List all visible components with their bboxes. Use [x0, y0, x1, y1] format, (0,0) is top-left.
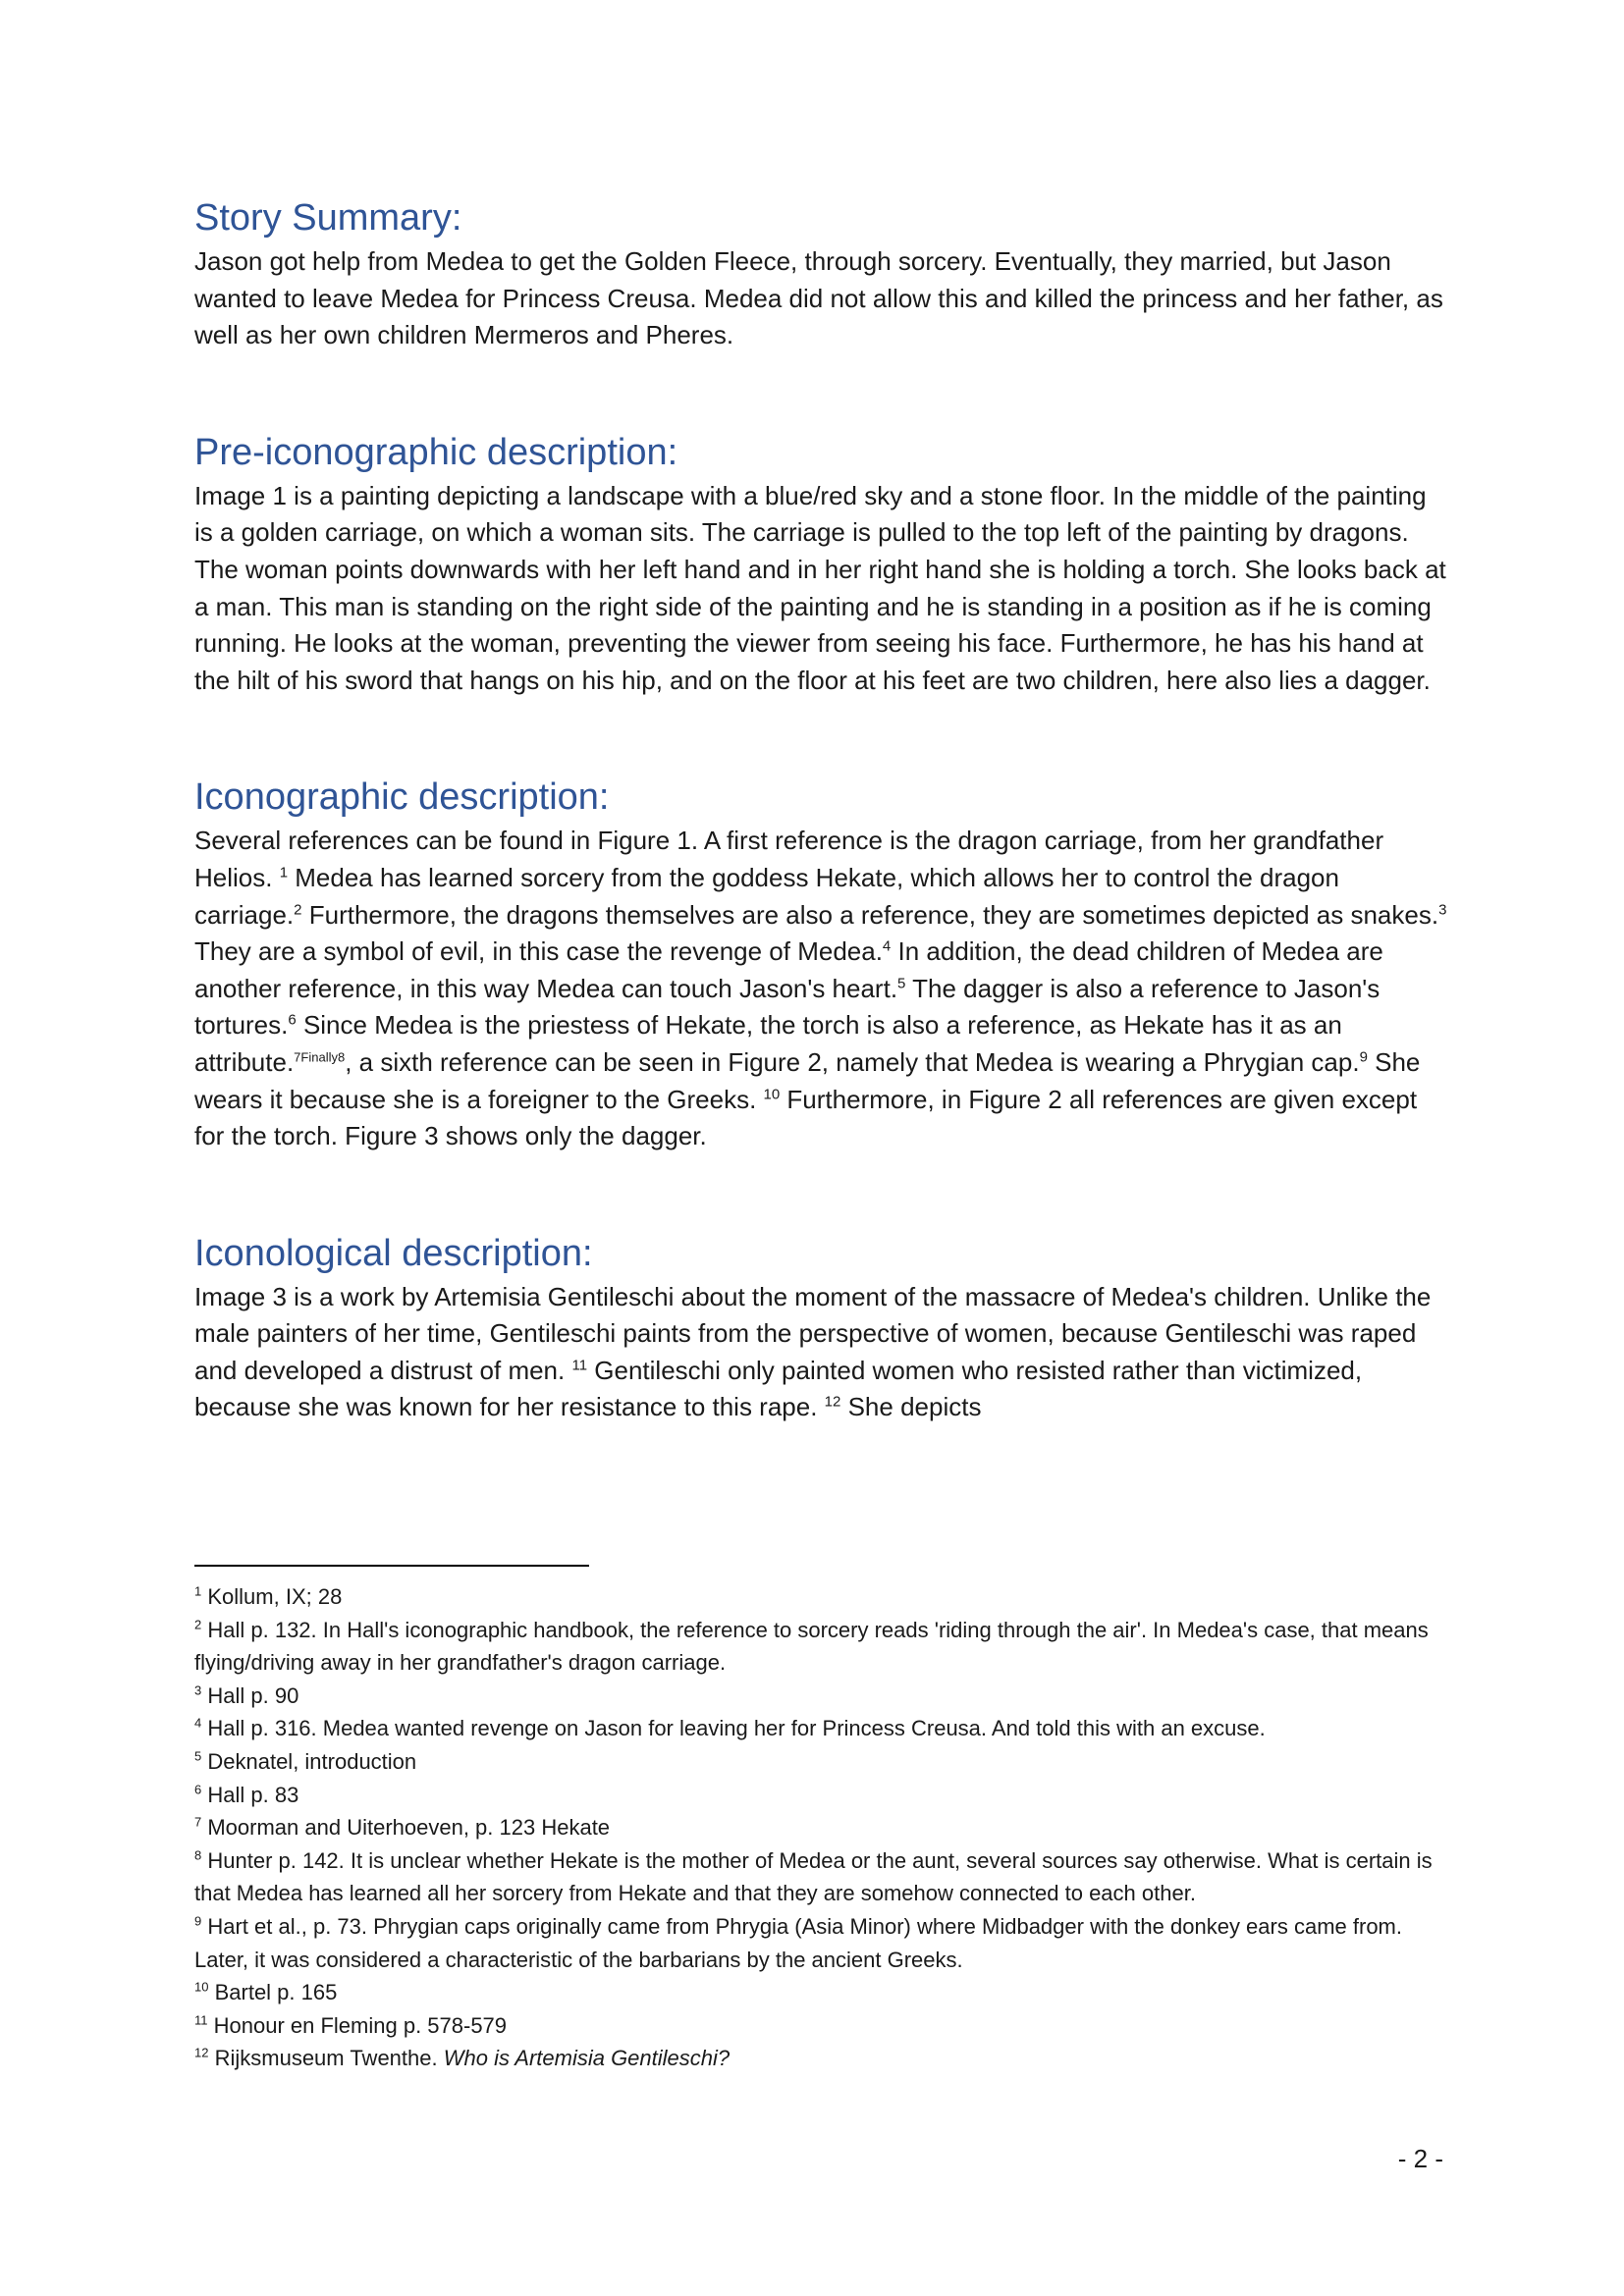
footnote-number: 12	[194, 2045, 209, 2060]
section-pre-iconographic	[194, 431, 1451, 700]
text-run: Several references can be found in Figure 1. A first reference is the dragon carriage, from her grandfather Helios.	[194, 826, 1384, 892]
footnote-12	[194, 2042, 1451, 2075]
footnote-4	[194, 1712, 1451, 1745]
text-run: Image 3 is a work by Artemisia Gentileschi about the moment of the massacre of Medea's children. Unlike the male painters of her time, Gentileschi paints from the perspective of women, because Gentileschi was raped and developed a distrust of men.	[194, 1281, 1432, 1385]
text-run: , a sixth reference can be seen in Figure 2, namely that Medea is wearing a Phrygian cap.	[345, 1046, 1360, 1077]
footnote-number: 8	[194, 1847, 202, 1863]
text-run: She depicts	[840, 1392, 982, 1422]
main-content	[194, 196, 1451, 1426]
paragraph-iconological	[194, 1279, 1451, 1426]
footnote-ref[interactable]: 11	[571, 1357, 588, 1374]
paragraph-story-summary: Jason got help from Medea to get the Golden Fleece, through sorcery. Eventually, they married, but Jason wanted to leave Medea for Princess Creusa. Medea did not allow this and killed the princess and her father, as well as her own children Mermeros and Pheres.	[194, 246, 1443, 350]
footnote-ref[interactable]: 4	[882, 937, 892, 955]
footnote-3	[194, 1680, 1451, 1713]
heading-pre-iconographic: Pre-iconographic description:	[194, 431, 678, 473]
footnote-text: Bartel p. 165	[214, 1980, 338, 2005]
page-number: - 2 -	[1397, 2144, 1443, 2173]
text-run: She wears it because she is a foreigner to the Greeks.	[194, 1046, 1421, 1114]
footnote-number: 2	[194, 1617, 202, 1632]
section-iconographic	[194, 775, 1451, 1154]
footnote-text: Moorman and Uiterhoeven, p. 123 Hekate	[207, 1815, 611, 1841]
footnotes	[194, 1580, 1451, 2075]
text-run: They are a symbol of evil, in this case the revenge of Medea.	[194, 936, 883, 967]
footnote-text: Hart et al., p. 73. Phrygian caps originally came from Phrygia (Asia Minor) where Midbadger with the donkey ears came from. Later, it was considered a characteristic of the barbarians by the ancient Greeks.	[194, 1913, 1402, 1972]
footnote-9	[194, 1910, 1451, 1976]
footnote-ref[interactable]: 2	[294, 900, 302, 918]
footnote-5	[194, 1745, 1451, 1779]
footnote-text: Honour en Fleming p. 578-579	[213, 2012, 508, 2038]
text-run: In addition, the dead children of Medea are another reference, in this way Medea can touch Jason's heart.	[194, 936, 1383, 1003]
footnote-number: 9	[194, 1913, 202, 1929]
footnote-text: Hall p. 83	[207, 1782, 299, 1807]
footnote-7	[194, 1811, 1451, 1844]
footnote-number: 3	[194, 1682, 202, 1698]
footnote-separator	[194, 1565, 589, 1567]
footnote-number: 4	[194, 1716, 202, 1732]
text-run: Gentileschi only painted women who resisted rather than victimized, because she was known for her resistance to this rape.	[194, 1355, 1363, 1422]
text-run: Medea has learned sorcery from the goddess Hekate, which allows her to control the dragon carriage.	[194, 862, 1339, 930]
footnote-number: 6	[194, 1782, 202, 1797]
footnote-number: 1	[194, 1583, 202, 1599]
footnote-1	[194, 1580, 1451, 1614]
footnote-ref[interactable]: 1	[279, 864, 289, 881]
footnote-ref[interactable]: 12	[824, 1393, 841, 1411]
heading-iconological: Iconological description:	[194, 1232, 593, 1274]
footnote-ref[interactable]: 6	[288, 1011, 297, 1029]
footnote-text: Rijksmuseum Twenthe.	[214, 2046, 444, 2071]
paragraph-pre-iconographic: Image 1 is a painting depicting a landscape with a blue/red sky and a stone floor. In the middle of the painting is a golden carriage, on which a woman sits. The carriage is pulled to the top left of the painting by dragons. The woman points downwards with her left hand and in her right hand she is holding a torch. She looks back at a man. This man is standing on the right side of the painting and he is standing in a position as if he is coming running. He looks at the woman, preventing the viewer from seeing his face. Furthermore, he has his hand at the hilt of his sword that hangs on his hip, and on the floor at his feet are two children, here also lies a dagger.	[194, 480, 1446, 695]
footnote-text: Hunter p. 142. It is unclear whether Hekate is the mother of Medea or the aunt, several sources say otherwise. What is certain is that Medea has learned all her sorcery from Hekate and that they are somehow connected to each other.	[194, 1847, 1433, 1906]
footnote-10	[194, 1976, 1451, 2009]
footnote-ref[interactable]: 3	[1438, 900, 1447, 918]
footnote-ref[interactable]: 7Finally8	[294, 1049, 346, 1065]
footnote-8	[194, 1844, 1451, 1910]
footnote-text: Hall p. 316. Medea wanted revenge on Jason for leaving her for Princess Creusa. And told this with an excuse.	[207, 1716, 1266, 1741]
heading-story-summary: Story Summary:	[194, 197, 462, 239]
footnote-text: Hall p. 132. In Hall's iconographic handbook, the reference to sorcery reads 'riding through the air'. In Medea's case, that means flying/driving away in her grandfather's dragon carriage.	[194, 1617, 1429, 1676]
footnote-text: Kollum, IX; 28	[207, 1584, 343, 1609]
paragraph-iconographic	[194, 823, 1451, 1154]
footnote-italic-title: Who is Artemisia Gentileschi?	[443, 2046, 731, 2071]
footnote-text: Deknatel, introduction	[207, 1748, 417, 1774]
footnote-ref[interactable]: 10	[763, 1085, 781, 1102]
footnote-number: 5	[194, 1748, 202, 1764]
text-run: Furthermore, the dragons themselves are also a reference, they are sometimes depicted as snakes.	[301, 899, 1439, 930]
footnote-number: 7	[194, 1814, 202, 1830]
text-run: The dagger is also a reference to Jason's tortures.	[194, 973, 1380, 1041]
heading-iconographic: Iconographic description:	[194, 776, 610, 819]
section-iconological	[194, 1232, 1451, 1426]
text-run: Furthermore, in Figure 2 all references are given except for the torch. Figure 3 shows only the dagger.	[194, 1084, 1418, 1151]
footnote-11	[194, 2009, 1451, 2043]
section-story-summary	[194, 196, 1451, 354]
footnote-ref[interactable]: 5	[897, 975, 906, 992]
footnote-6	[194, 1779, 1451, 1812]
footnote-text: Hall p. 90	[207, 1682, 299, 1708]
footnote-number: 10	[194, 1979, 209, 1995]
footnote-2	[194, 1614, 1451, 1680]
footnote-ref[interactable]: 9	[1359, 1048, 1368, 1066]
footnote-number: 11	[194, 2012, 208, 2028]
text-run: Since Medea is the priestess of Hekate, the torch is also a reference, as Hekate has it as an attribute.	[194, 1010, 1342, 1077]
